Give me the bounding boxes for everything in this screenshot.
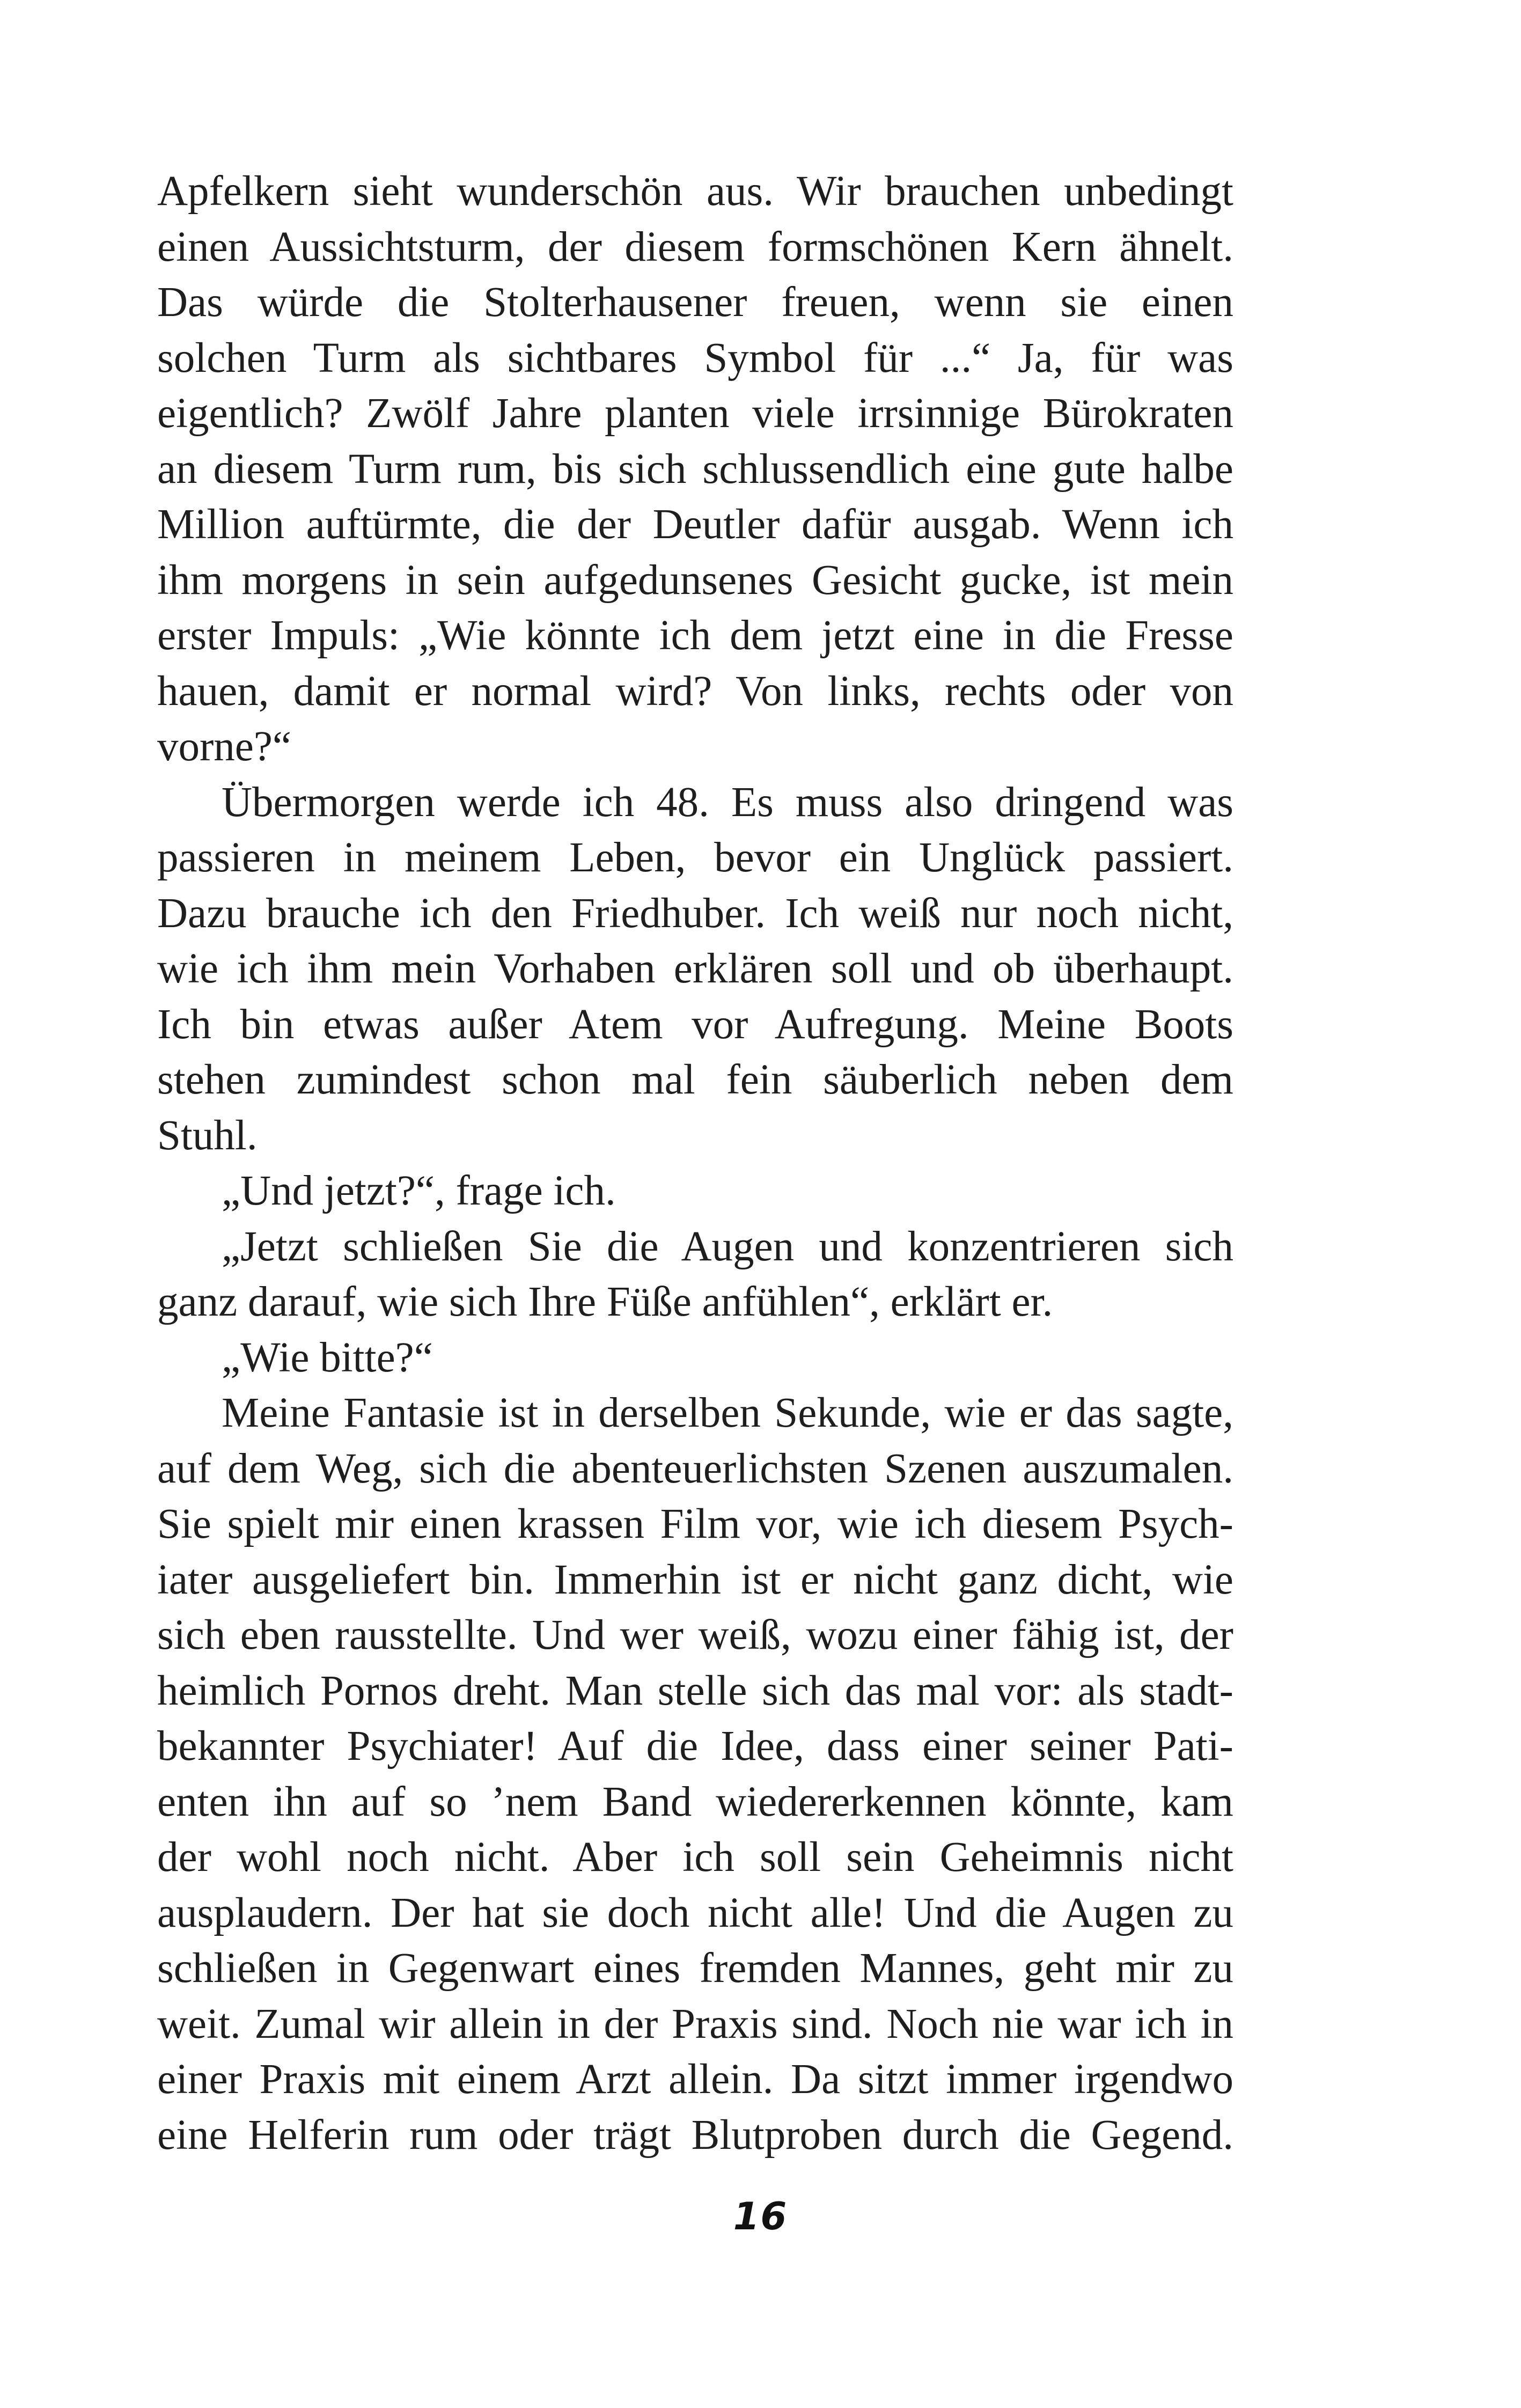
text-line: ausplaudern. Der hat sie doch nicht alle! Und die Augen zu [157,1889,1233,1936]
paragraph-first-line: Übermorgen werde ich 48. Es muss also dringend was [222,779,1233,826]
body-text [157,164,1233,2163]
text-line: bekannter Psychiater! Auf die Idee, dass einer seiner Pati- [157,1723,1233,1770]
text-line: iater ausgeliefert bin. Immerhin ist er nicht ganz dicht, wie [157,1556,1233,1603]
dialogue-line: „Und jetzt?“, frage ich. [222,1168,616,1214]
page-number: 16 [733,2194,788,2238]
text-line: Apfelkern sieht wunderschön aus. Wir brauchen unbedingt [157,168,1233,215]
text-line: an diesem Turm rum, bis sich schlussendlich eine gute halbe [157,445,1233,493]
text-line: eine Helferin rum oder trägt Blutproben durch die Gegend. [157,2111,1233,2159]
text-line: sich eben rausstellte. Und wer weiß, wozu einer fähig ist, der [157,1612,1233,1658]
paragraph-first-line: Meine Fantasie ist in derselben Sekunde, wie er das sagte, [222,1390,1233,1436]
text-line: einen Aussichtsturm, der diesem formschönen Kern ähnelt. [157,223,1233,270]
text-line: passieren in meinem Leben, bevor ein Unglück passiert. [157,834,1233,881]
text-line: weit. Zumal wir allein in der Praxis sind. Noch nie war ich in [157,2000,1233,2047]
text-line: vorne?“ [157,723,291,770]
text-line: enten ihn auf so ’nem Band wiedererkennen könnte, kam [157,1778,1233,1825]
text-line: solchen Turm als sichtbares Symbol für ...“ Ja, für was [157,334,1233,381]
text-line: ganz darauf, wie sich Ihre Füße anfühlen“, erklärt er. [157,1279,1053,1325]
text-line: auf dem Weg, sich die abenteuerlichsten Szenen auszumalen. [157,1445,1233,1492]
text-line: hauen, damit er normal wird? Von links, rechts oder von [157,667,1233,715]
text-line: Das würde die Stolterhausener freuen, wenn sie einen [157,279,1233,326]
text-line: Stuhl. [157,1112,258,1159]
text-line: der wohl noch nicht. Aber ich soll sein Geheimnis nicht [157,1834,1233,1881]
text-line: wie ich ihm mein Vorhaben erklären soll und ob überhaupt. [157,945,1233,992]
text-line: schließen in Gegenwart eines fremden Mannes, geht mir zu [157,1945,1233,1992]
text-line: einer Praxis mit einem Arzt allein. Da sitzt immer irgendwo [157,2056,1233,2103]
text-line: heimlich Pornos dreht. Man stelle sich das mal vor: als stadt- [157,1667,1233,1714]
text-line: Dazu brauche ich den Friedhuber. Ich weiß nur noch nicht, [157,890,1233,937]
text-line: ihm morgens in sein aufgedunsenes Gesicht gucke, ist mein [157,556,1233,604]
text-line: Sie spielt mir einen krassen Film vor, wie ich diesem Psych- [157,1501,1233,1547]
dialogue-line: „Jetzt schließen Sie die Augen und konzentrieren sich [222,1223,1233,1270]
text-line: Ich bin etwas außer Atem vor Aufregung. Meine Boots [157,1001,1233,1048]
text-line: stehen zumindest schon mal fein säuberlich neben dem [157,1056,1233,1103]
text-line: erster Impuls: „Wie könnte ich dem jetzt eine in die Fresse [157,612,1233,659]
dialogue-line: „Wie bitte?“ [222,1334,433,1381]
text-line: eigentlich? Zwölf Jahre planten viele irrsinnige Bürokraten [157,390,1233,437]
text-line: Million auftürmte, die der Deutler dafür ausgab. Wenn ich [157,501,1233,548]
